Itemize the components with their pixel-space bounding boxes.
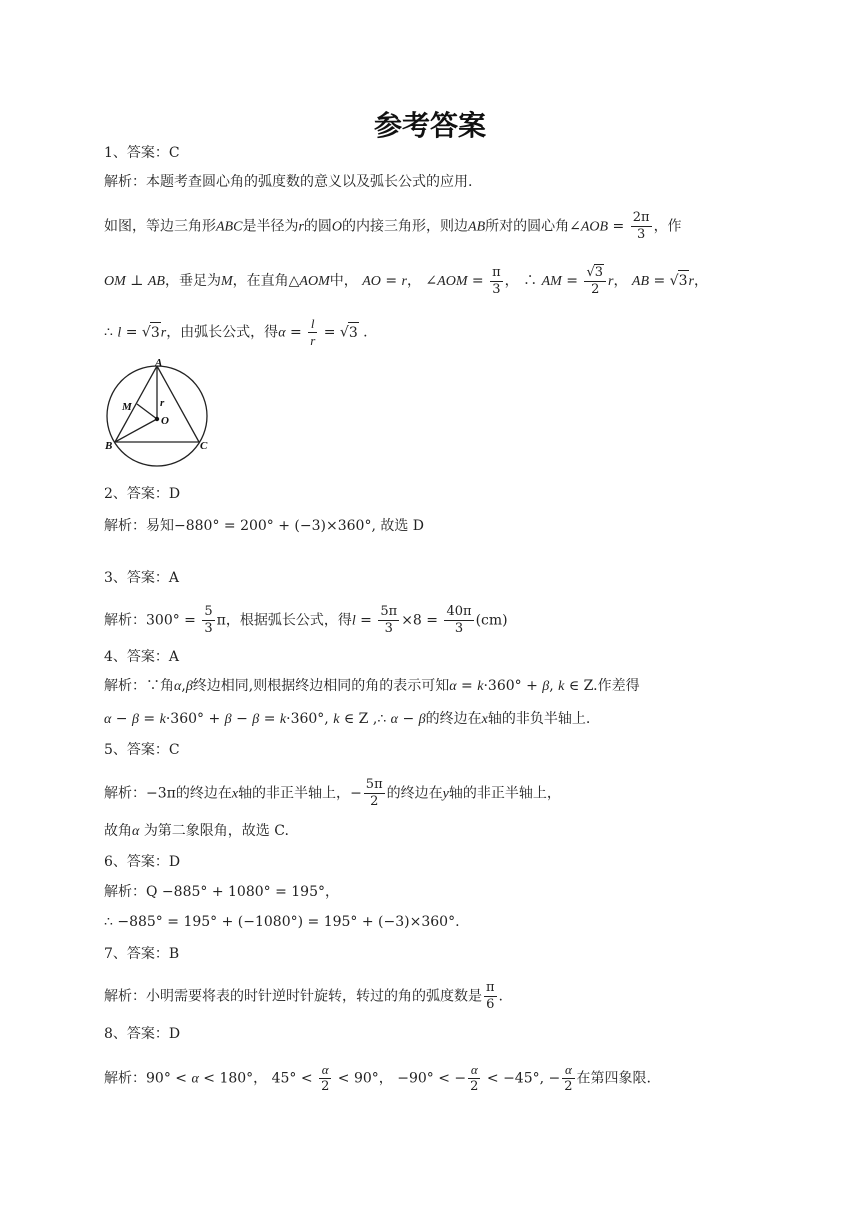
answer-3: 3、答案：A [104, 570, 180, 586]
answer-5: 5、答案：C [104, 742, 180, 758]
answer-6-line1: 解析：Q −885° + 1080° = 195°， [104, 884, 339, 900]
answer-4-line1: 解析：∵角α,β终边相同,则根据终边相同的角的表示可知α = k·360° + β, k ∈ Z.作差得 [104, 678, 640, 694]
answer-6-line2: ∴ −885° = 195° + (−1080°) = 195° + (−3)×360°. [104, 914, 460, 930]
answer-1-analysis: 解析：本题考查圆心角的弧度数的意义以及弧长公式的应用. [104, 174, 473, 190]
page-title: 参考答案 [373, 109, 486, 142]
svg-text:M: M [122, 401, 132, 413]
answer-4: 4、答案：A [104, 649, 180, 665]
answer-5-line2: 故角α 为第二象限角，故选 C. [104, 823, 289, 839]
answer-1: 1、答案：C [104, 145, 180, 161]
svg-text:r: r [160, 397, 165, 409]
answer-2: 2、答案：D [104, 486, 181, 502]
answer-1-line2: 如图，等边三角形ABC是半径为r的圆O的内接三角形，则边AB所对的圆心角∠AOB = $\frac{2\pi}{3}$ ，作 [104, 210, 682, 242]
answer-1-line3: OM ⊥ AB，垂足为M，在直角△AOM中， AO = r， ∠AOM = $\frac{\pi}{3}$ ， ∴ AM = $\frac{√3}{2}$ r， AB = √3r， [104, 264, 708, 297]
svg-text:O: O [161, 415, 169, 427]
svg-text:B: B [105, 440, 113, 452]
answer-7: 7、答案：B [104, 946, 180, 962]
answer-8-analysis: 解析：90° < α < 180°， 45° < $\frac{\alpha}{2}$ < 90°， −90° < − $\frac{\alpha}{2}$ < −45°, − $\frac{\alpha}{2}$ 在第四象限. [104, 1062, 651, 1094]
answer-5-line1: 解析：−3π的终边在x轴的非正半轴上，− $\frac{5\pi}{2}$ 的终边在y轴的非正半轴上， [104, 777, 561, 809]
circle-diagram [100, 356, 225, 470]
svg-text:A: A [155, 357, 163, 369]
answer-3-analysis: 解析：300° = $\frac{5}{3}$ π，根据弧长公式，得l = $\frac{5\pi}{3}$ ×8 = $\frac{40\pi}{3}$ (cm) [104, 604, 508, 636]
answer-2-analysis: 解析：易知−880° = 200° + (−3)×360°, 故选 D [104, 518, 425, 534]
answer-7-analysis: 解析：小明需要将表的时针逆时针旋转，转过的角的弧度数是 $\frac{\pi}{6}$ . [104, 980, 503, 1012]
answer-1-line4: ∴ l = √3r，由弧长公式，得α = $\frac{l}{r}$ = √3 . [104, 316, 368, 348]
answer-8: 8、答案：D [104, 1026, 181, 1042]
answer-6: 6、答案：D [104, 854, 181, 870]
svg-text:C: C [200, 440, 208, 452]
answer-4-line2: α − β = k·360° + β − β = k·360°, k ∈ Z ,∴ α − β的终边在x轴的非负半轴上. [104, 711, 591, 727]
